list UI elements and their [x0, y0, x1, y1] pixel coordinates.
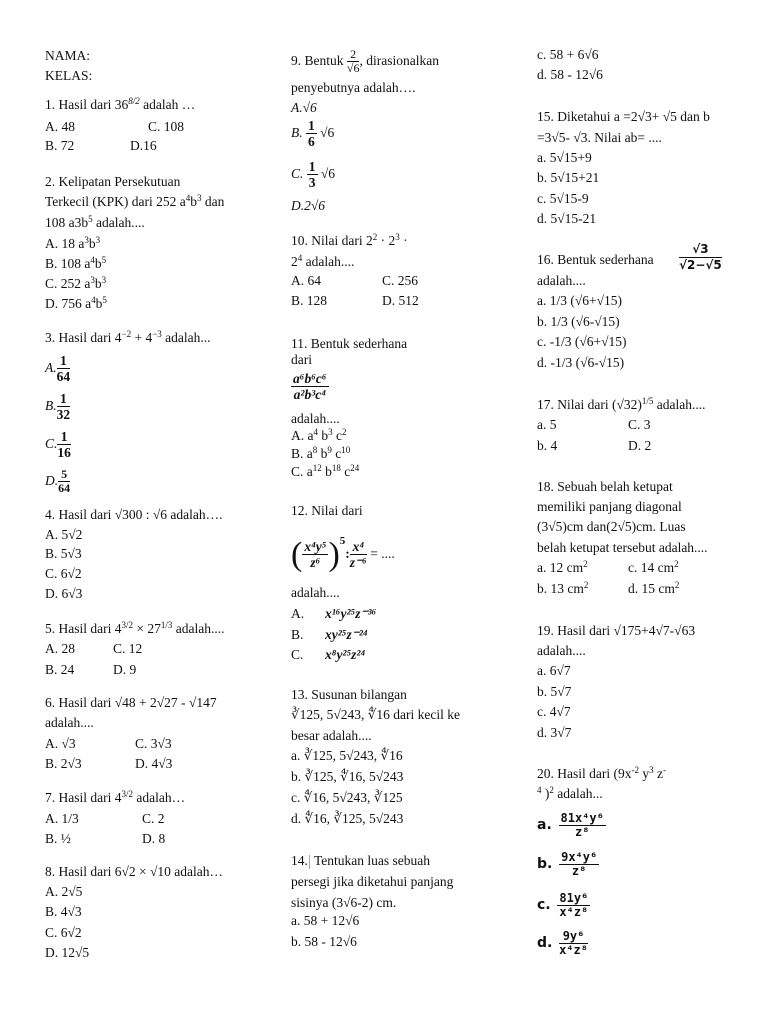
q20-option-d[interactable]: d. $\frac{\text{9y⁶}}{\text{x⁴z⁸}}$	[537, 929, 588, 958]
q13-stem-3: besar adalah....	[291, 728, 372, 743]
q11-stem-3: adalah....	[291, 411, 340, 426]
q8-option-b[interactable]: B. 4√3	[45, 904, 82, 919]
q2-option-d[interactable]: D. 756 $a^4b^5$	[45, 295, 107, 311]
q18-stem: 18. Sebuah belah ketupat	[537, 479, 673, 494]
q12-option-b[interactable]: B. xy²⁵z⁻²⁴	[291, 627, 368, 642]
q6-option-c[interactable]: C. 3√3	[135, 736, 172, 751]
q9-option-a[interactable]: A.√6	[291, 100, 317, 115]
q10-option-a[interactable]: A. 64	[291, 273, 321, 288]
q14-option-b[interactable]: b. 58 - 12√6	[291, 934, 357, 949]
q16-option-d[interactable]: d. -1/3 (√6-√15)	[537, 355, 625, 370]
q2-option-c[interactable]: C. 252 $a^3b^3$	[45, 275, 107, 291]
q14-stem: 14. Tentukan luas sebuah	[291, 853, 431, 868]
q8-option-a[interactable]: A. 2√5	[45, 884, 83, 899]
q15-stem: 15. Diketahui a =2√3+ √5 dan b	[537, 109, 710, 124]
q14-option-c[interactable]: c. 58 + 6√6	[537, 47, 599, 62]
q12-expression: ( $\frac{\text{x⁴y⁵}}{\text{z⁶}}$ )$^5$: $\frac{\text{x⁴}}{\text{z⁻⁶}}$ = ....	[291, 535, 395, 573]
q6-stem: 6. Hasil dari √48 + 2√27 - √147	[45, 695, 217, 710]
q16-expression: $\frac{√3}{√2-√5}$	[679, 242, 722, 273]
q11-expression: $\frac{\text{a⁶b⁶c⁶}}{\text{a²b³c⁴}}$	[293, 371, 327, 403]
q19-stem-2: adalah....	[537, 643, 586, 658]
q9-stem: 9. Bentuk $\frac{2}{√6}$ , dirasionalkan	[291, 47, 439, 76]
q12-option-c[interactable]: C. x⁸y²⁵z²⁴	[291, 647, 366, 662]
q10-stem: 10. Nilai dari $2^2 \cdot 2^3$ ·	[291, 232, 408, 248]
q11-option-a[interactable]: A. $a^4$ $b^3$ $c^2$	[291, 427, 347, 443]
q10-option-d[interactable]: D. 512	[382, 293, 419, 308]
q13-option-a[interactable]: a. ∛125, 5√243, ∜16	[291, 748, 403, 763]
q19-option-d[interactable]: d. 3√7	[537, 725, 572, 740]
q7-option-a[interactable]: A. 1/3	[45, 811, 79, 826]
q11-option-b[interactable]: B. $a^8$ $b^9$ $c^{10}$	[291, 445, 351, 461]
q18-option-b[interactable]: b. 13 $cm^2$	[537, 580, 589, 596]
q20-option-b[interactable]: b. $\frac{\text{9x⁴y⁶}}{\text{z⁸}}$	[537, 850, 598, 879]
kelas-label: KELAS:	[45, 68, 93, 83]
q2-stem-line3: 108 $a3b^5$ adalah....	[45, 214, 145, 230]
q5-option-a[interactable]: A. 28	[45, 641, 75, 656]
q18-option-a[interactable]: a. 12 $cm^2$	[537, 559, 588, 575]
q8-stem: 8. Hasil dari 6√2 × √10 adalah…	[45, 864, 224, 879]
q2-stem-line1: 2. Kelipatan Persekutuan	[45, 174, 181, 189]
q9-option-d[interactable]: D.2√6	[291, 198, 326, 213]
q7-option-c[interactable]: C. 2	[142, 811, 165, 826]
q15-option-b[interactable]: b. 5√15+21	[537, 170, 600, 185]
q1-option-b[interactable]: B. 72	[45, 138, 75, 153]
q10-option-c[interactable]: C. 256	[382, 273, 419, 288]
q18-option-c[interactable]: c. 14 $cm^2$	[628, 559, 679, 575]
q13-stem: 13. Susunan bilangan	[291, 687, 407, 702]
q4-stem: 4. Hasil dari √300 : √6 adalah….	[45, 507, 223, 522]
q7-option-d[interactable]: D. 8	[142, 831, 166, 846]
q17-option-a[interactable]: a. 5	[537, 417, 557, 432]
q16-option-c[interactable]: c. -1/3 (√6+√15)	[537, 334, 627, 349]
q16-option-b[interactable]: b. 1/3 (√6-√15)	[537, 314, 620, 329]
q20-option-c[interactable]: c. $\frac{\text{81y⁶}}{\text{x⁴z⁸}}$	[537, 891, 589, 920]
q16-stem-2: adalah....	[537, 273, 586, 288]
q9-stem-2: penyebutnya adalah….	[291, 80, 416, 95]
q4-option-d[interactable]: D. 6√3	[45, 586, 83, 601]
q6-option-d[interactable]: D. 4√3	[135, 756, 173, 771]
q12-stem-2: adalah....	[291, 585, 340, 600]
q14-stem-2: persegi jika diketahui panjang	[291, 874, 454, 889]
q14-option-a[interactable]: a. 58 + 12√6	[291, 913, 360, 928]
q9-option-b[interactable]: B. $\frac{1}{6}$ √6	[291, 118, 335, 150]
q16-stem: 16. Bentuk sederhana	[537, 252, 654, 267]
q11-stem: 11. Bentuk sederhana	[291, 336, 408, 351]
q4-option-c[interactable]: C. 6√2	[45, 566, 82, 581]
q9-option-c[interactable]: C. $\frac{1}{3}$ √6	[291, 159, 336, 191]
q20-option-a[interactable]: a. $\frac{\text{81x⁴y⁶}}{\text{z⁸}}$	[537, 811, 604, 840]
q17-option-d[interactable]: D. 2	[628, 438, 652, 453]
q5-option-d[interactable]: D. 9	[113, 662, 137, 677]
q11-stem-2: dari	[291, 352, 312, 367]
q17-stem: 17. Nilai dari $(√32)^{1/5}$ adalah....	[537, 396, 706, 412]
q4-option-a[interactable]: A. 5√2	[45, 527, 83, 542]
q7-option-b[interactable]: B. ½	[45, 831, 71, 846]
q17-option-c[interactable]: C. 3	[628, 417, 651, 432]
q2-stem-line2: Terkecil (KPK) dari 252 $a^4b^3$ dan	[45, 193, 225, 209]
q8-option-d[interactable]: D. 12√5	[45, 945, 90, 960]
q19-stem: 19. Hasil dari √175+4√7-√63	[537, 623, 696, 638]
q1-option-a[interactable]: A. 48	[45, 119, 75, 134]
q12-option-a[interactable]: A. x¹⁶y²⁵z⁻³⁶	[291, 606, 377, 621]
q1-stem: 1. Hasil dari $36^{8/2}$ adalah …	[45, 96, 196, 112]
q18-stem-4: belah ketupat tersebut adalah....	[537, 540, 708, 555]
q19-option-a[interactable]: a. 6√7	[537, 663, 571, 678]
q3-option-b[interactable]: B. $\frac{1}{32}$	[45, 391, 71, 423]
q12-stem: 12. Nilai dari	[291, 503, 363, 518]
q18-option-d[interactable]: d. 15 $cm^2$	[628, 580, 680, 596]
q7-stem: 7. Hasil dari $4^{3/2}$ adalah…	[45, 789, 186, 805]
q10-stem-2: $2^4$ adalah....	[291, 253, 355, 269]
q5-option-b[interactable]: B. 24	[45, 662, 75, 677]
q19-option-b[interactable]: b. 5√7	[537, 684, 572, 699]
nama-label: NAMA:	[45, 48, 91, 63]
q10-option-b[interactable]: B. 128	[291, 293, 328, 308]
q5-option-c[interactable]: C. 12	[113, 641, 143, 656]
q19-option-c[interactable]: c. 4√7	[537, 704, 571, 719]
q11-option-c[interactable]: C. $a^{12}$ $b^{18}$ $c^{24}$	[291, 463, 360, 479]
q13-option-b[interactable]: b. ∛125, ∜16, 5√243	[291, 769, 404, 784]
q14-stem-3: sisinya (3√6-2) cm.	[291, 895, 397, 910]
q6-option-a[interactable]: A. √3	[45, 736, 76, 751]
q13-option-c[interactable]: c. ∜16, 5√243, ∛125	[291, 790, 403, 805]
q3-stem: 3. Hasil dari $4^{-2} + 4^{-3}$ adalah...	[45, 329, 211, 345]
q13-stem-2: ∛125, 5√243, ∜16 dari kecil ke	[291, 707, 460, 722]
q8-option-c[interactable]: C. 6√2	[45, 925, 82, 940]
q1-option-d[interactable]: D.16	[130, 138, 157, 153]
q15-stem-2: =3√5- √3. Nilai ab= ....	[537, 130, 662, 145]
q6-option-b[interactable]: B. 2√3	[45, 756, 82, 771]
q6-stem-2: adalah....	[45, 715, 94, 730]
q20-stem: 20. Hasil dari ($9x^{-2}$ $y^3$ z-	[537, 765, 666, 781]
q4-option-b[interactable]: B. 5√3	[45, 546, 82, 561]
q14-option-d[interactable]: d. 58 - 12√6	[537, 67, 603, 82]
q15-option-c[interactable]: c. 5√15-9	[537, 191, 589, 206]
q16-option-a[interactable]: a. 1/3 (√6+√15)	[537, 293, 623, 308]
q13-option-d[interactable]: d. ∜16, ∛125, 5√243	[291, 811, 404, 826]
q3-option-d[interactable]: D. $\frac{5}{64}$	[45, 467, 71, 496]
q18-stem-3: (3√5)cm dan(2√5)cm. Luas	[537, 519, 686, 534]
q2-option-a[interactable]: A. 18 $a^3b^3$	[45, 235, 101, 251]
q5-stem: 5. Hasil dari $4^{3/2} \times 27^{1/3}$ adalah....	[45, 620, 225, 636]
q2-option-b[interactable]: B. 108 $a^4b^5$	[45, 255, 107, 271]
q1-option-c[interactable]: C. 108	[148, 119, 185, 134]
q3-option-a[interactable]: A. $\frac{1}{64}$	[45, 353, 71, 385]
q18-stem-2: memiliki panjang diagonal	[537, 499, 682, 514]
q3-option-c[interactable]: C. $\frac{1}{16}$	[45, 429, 71, 461]
q17-option-b[interactable]: b. 4	[537, 438, 558, 453]
q15-option-a[interactable]: a. 5√15+9	[537, 150, 592, 165]
q20-stem-2: $^4$ )$^2$ adalah...	[537, 785, 603, 801]
q15-option-d[interactable]: d. 5√15-21	[537, 211, 597, 226]
